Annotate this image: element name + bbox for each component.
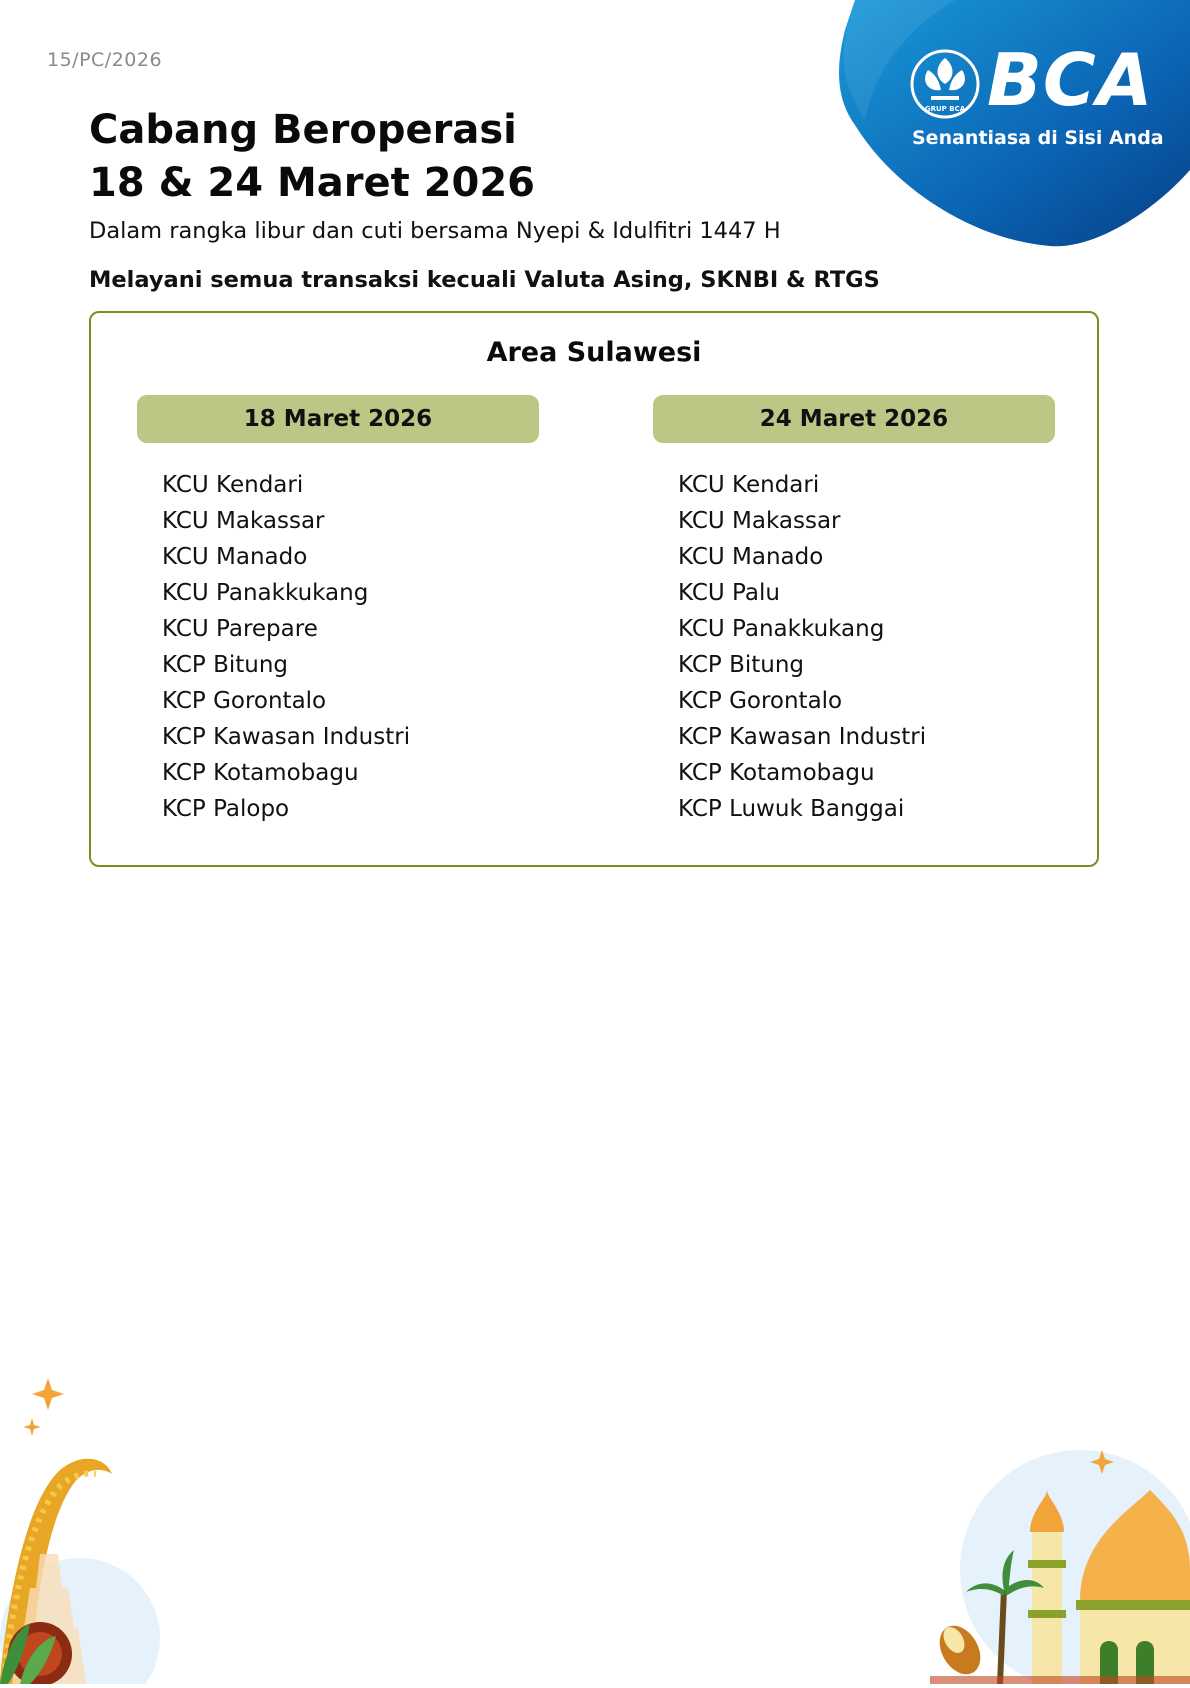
date-header-left: 18 Maret 2026 (137, 395, 539, 443)
title-line-1: Cabang Beroperasi (89, 107, 517, 153)
brand-tagline: Senantiasa di Sisi Anda (912, 127, 1164, 149)
list-item: KCU Kendari (678, 472, 820, 498)
list-item: KCP Palopo (162, 796, 290, 822)
list-item: KCP Gorontalo (162, 688, 327, 714)
area-title: Area Sulawesi (486, 337, 702, 368)
title-line-2: 18 & 24 Maret 2026 (89, 160, 536, 206)
list-item: KCU Manado (162, 544, 308, 570)
brand-name: BCA (987, 38, 1154, 122)
list-item: KCP Kawasan Industri (678, 724, 927, 750)
list-item: KCU Manado (678, 544, 824, 570)
document-code: 15/PC/2026 (47, 49, 163, 71)
bca-logo (835, 0, 1190, 250)
list-item: KCU Parepare (162, 616, 318, 642)
date-header-right: 24 Maret 2026 (653, 395, 1055, 443)
list-item: KCP Bitung (678, 652, 805, 678)
branch-list-right (678, 467, 926, 827)
list-item: KCU Panakkukang (162, 580, 369, 606)
list-item: KCU Kendari (162, 472, 304, 498)
list-item: KCP Gorontalo (678, 688, 843, 714)
branch-list-left (162, 467, 410, 827)
list-item: KCP Kotamobagu (678, 760, 875, 786)
list-item: KCP Bitung (162, 652, 289, 678)
list-item: KCU Makassar (678, 508, 841, 534)
list-item: KCU Palu (678, 580, 780, 606)
list-item: KCU Makassar (162, 508, 325, 534)
emblem-text: GRUP BCA (924, 105, 966, 113)
list-item: KCP Kawasan Industri (162, 724, 411, 750)
mosque-illustration-icon (930, 1450, 1190, 1684)
page-title (89, 104, 535, 210)
list-item: KCP Kotamobagu (162, 760, 359, 786)
penjor-illustration-icon (0, 1378, 180, 1684)
list-item: KCP Luwuk Banggai (678, 796, 905, 822)
list-item: KCU Panakkukang (678, 616, 885, 642)
services-note: Melayani semua transaksi kecuali Valuta Asing, SKNBI & RTGS (89, 267, 880, 293)
area-panel (89, 311, 1099, 867)
subtitle: Dalam rangka libur dan cuti bersama Nyepi & Idulfitri 1447 H (89, 218, 781, 244)
